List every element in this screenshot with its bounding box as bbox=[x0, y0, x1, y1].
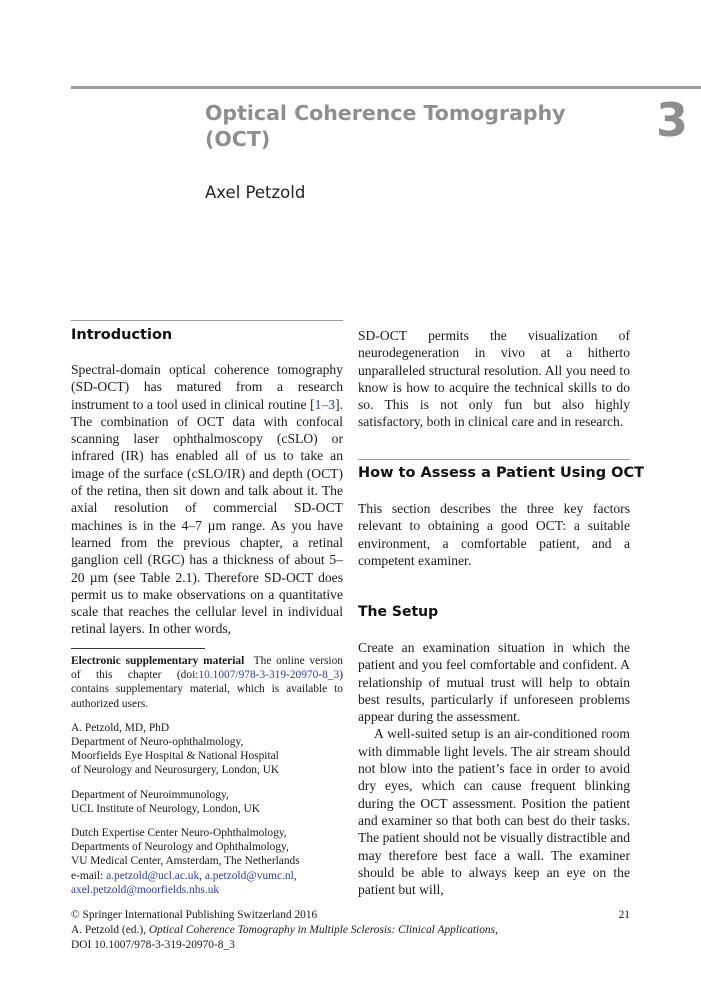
supplementary-note: Electronic supplementary material The online version of this chapter (doi:10.1007/978-3-319-20970-8_3) contains supplementary material, which is available to authorized users. bbox=[71, 655, 343, 710]
introduction-heading: Introduction bbox=[71, 327, 173, 343]
footnote-block bbox=[71, 654, 343, 897]
reference-link[interactable]: 1–3 bbox=[314, 396, 336, 412]
chapter-author: Axel Petzold bbox=[205, 183, 306, 202]
assess-paragraph: This section describes the three key factors relevant to obtaining a good OCT: a suitable environment, a comfortable patient, and a competent examiner. bbox=[358, 501, 630, 568]
affiliation-2: Department of Neuroimmunology, UCL Institute of Neurology, London, UK bbox=[71, 788, 260, 815]
assess-body bbox=[358, 500, 630, 569]
chapter-title-line2: (OCT) bbox=[205, 127, 271, 151]
footnote-rule bbox=[71, 648, 205, 649]
citation-line: A. Petzold (ed.), Optical Coherence Tomography in Multiple Sclerosis: Clinical Applications, bbox=[71, 924, 498, 936]
copyright-line: © Springer International Publishing Switzerland 2016 bbox=[71, 909, 318, 921]
setup-paragraph-2: A well-suited setup is an air-conditioned room with dimmable light levels. The air stream should not blow into the patient’s face in order to avoid dry eyes, which can cause frequent blinking during the OCT assessment. Position the patient and examiner so that both can best do their tasks. The patient should not be visually distractible and may therefore best face a wall. The examiner should be able to always keep an eye on the patient but will, bbox=[358, 726, 630, 898]
introduction-rule bbox=[71, 320, 343, 321]
esm-label: Electronic supplementary material bbox=[71, 655, 245, 667]
chapter-number: 3 bbox=[655, 93, 688, 147]
doi-link[interactable]: 10.1007/978-3-319-20970-8_3 bbox=[198, 669, 340, 682]
chapter-title bbox=[205, 100, 605, 152]
email-link-moorfields[interactable]: axel.petzold@moorfields.nhs.uk bbox=[71, 883, 220, 896]
continuation-body bbox=[358, 327, 630, 431]
introduction-paragraph: Spectral-domain optical coherence tomography (SD-OCT) has matured from a research instrument to a tool used in clinical routine [1–3]. The combination of OCT data with confocal scanning laser ophthalmoscopy (cSLO) or infrared (IR) has enabled all of us to take an image of the surface (cSLO/IR) and depth (OCT) of the retina, then sit down and talk about it. The axial resolution of commercial SD-OCT machines is in the 4–7 µm range. As you have learned from the previous chapter, a retinal ganglion cell (RGC) has a thickness of about 5–20 µm (see Table 2.1). Therefore SD-OCT does permit us to make observations on a quantitative scale that reaches the cellular level in individual retinal layers. In other words, bbox=[71, 362, 343, 637]
book-title: Optical Coherence Tomography in Multiple Sclerosis: Clinical Applications bbox=[148, 924, 496, 936]
page-number: 21 bbox=[618, 909, 630, 921]
setup-body bbox=[358, 639, 630, 898]
setup-paragraph-1: Create an examination situation in which the patient and you feel comfortable and confident. A relationship of mutual trust will help to obtain best results, particularly if unforeseen problems appear during the assessment. bbox=[358, 640, 630, 725]
email-link-ucl[interactable]: a.petzold@ucl.ac.uk bbox=[106, 869, 200, 882]
affiliation-3: Dutch Expertise Center Neuro-Ophthalmology, Departments of Neurology and Ophthalmology, VU Medical Center, Amsterdam, The Netherlands e-mail: a.petzold@ucl.ac.uk, a.petzold@vumc.nl, axel.petzold@moorfields.nhs.uk bbox=[71, 827, 300, 896]
introduction-body bbox=[71, 361, 343, 638]
setup-heading: The Setup bbox=[358, 604, 439, 620]
email-link-vumc[interactable]: a.petzold@vumc.nl bbox=[204, 869, 294, 882]
doi-line: DOI 10.1007/978-3-319-20970-8_3 bbox=[71, 939, 235, 951]
chapter-title-line1: Optical Coherence Tomography bbox=[205, 101, 566, 125]
affiliation-1: A. Petzold, MD, PhD Department of Neuro-ophthalmology, Moorfields Eye Hospital & National Hospital of Neurology and Neurosurgery, London, UK bbox=[71, 721, 280, 777]
assess-heading: How to Assess a Patient Using OCT bbox=[358, 465, 644, 481]
page-footer bbox=[71, 908, 631, 953]
continuation-paragraph: SD-OCT permits the visualization of neurodegeneration in vivo at a hitherto unparalleled structural resolution. All you need to know is how to acquire the technical skills to do so. This is not only fun but also highly satisfactory, both in clinical care and in research. bbox=[358, 328, 630, 430]
top-rule bbox=[71, 86, 701, 89]
assess-rule bbox=[358, 459, 630, 460]
